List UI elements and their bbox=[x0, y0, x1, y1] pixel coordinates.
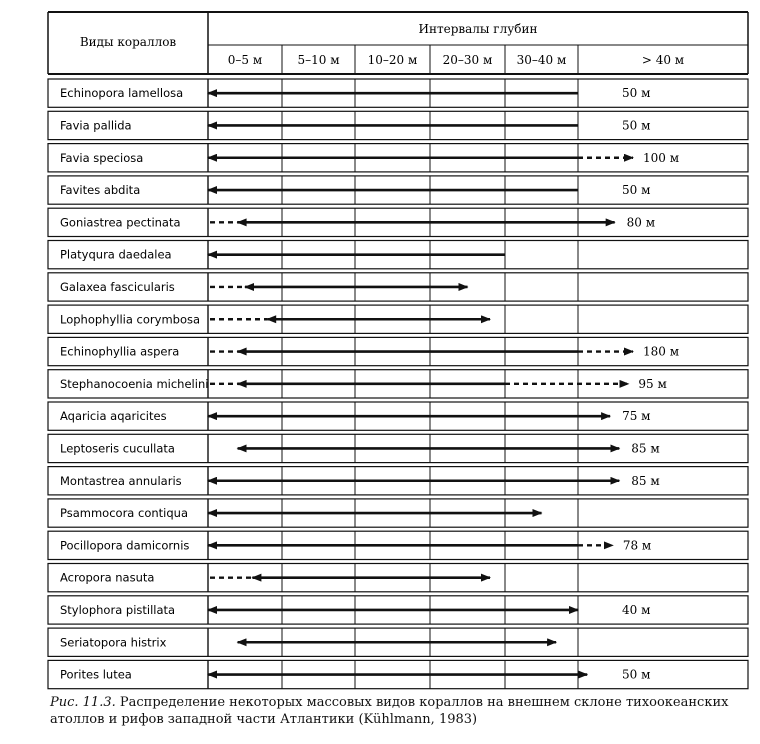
table-row bbox=[48, 434, 748, 462]
range-left-arrowhead bbox=[251, 574, 261, 582]
table-row bbox=[48, 402, 748, 430]
table-row bbox=[48, 660, 748, 688]
max-depth-label: 80 м bbox=[626, 215, 656, 230]
depth-interval-label: 5–10 м bbox=[297, 53, 340, 67]
species-name: Porites lutea bbox=[60, 667, 132, 682]
table-row bbox=[48, 370, 748, 398]
figure-caption bbox=[50, 694, 750, 728]
species-name: Lophophyllia corymbosa bbox=[60, 312, 201, 327]
depth-interval-label: 0–5 м bbox=[227, 53, 263, 67]
max-depth-label: 50 м bbox=[622, 667, 651, 682]
max-depth-label: 50 м bbox=[622, 86, 651, 101]
species-name: Psammocora contiqua bbox=[60, 506, 188, 521]
max-depth-label: 100 м bbox=[643, 150, 680, 165]
species-name: Galaxea fascicularis bbox=[60, 279, 175, 294]
table-row bbox=[48, 596, 748, 624]
table-row bbox=[48, 241, 748, 269]
table-row bbox=[48, 79, 748, 107]
species-name: Favites abdita bbox=[60, 183, 141, 198]
species-name: Stephanocoenia michelini bbox=[60, 376, 209, 391]
intervals-header: Интервалы глубин bbox=[418, 22, 538, 36]
max-depth-label: 85 м bbox=[631, 473, 660, 488]
max-depth-label: 85 м bbox=[631, 441, 660, 456]
max-depth-label: 50 м bbox=[622, 183, 651, 198]
figure-label: Рис. 11.3. bbox=[50, 695, 116, 710]
table-row bbox=[48, 273, 748, 301]
species-name: Leptoseris cucullata bbox=[60, 441, 175, 456]
caption-text: Распределение некоторых массовых видов кораллов на внешнем склоне тихоокеанских атоллов и рифов западной части Атлантики (Kühlmann, 1983) bbox=[50, 695, 729, 727]
max-depth-label: 50 м bbox=[622, 118, 651, 133]
table-row bbox=[48, 531, 748, 559]
depth-interval-label: > 40 м bbox=[641, 53, 685, 67]
species-name: Aqaricia aqaricites bbox=[60, 409, 167, 424]
table-row bbox=[48, 628, 748, 656]
table-row bbox=[48, 111, 748, 139]
range-left-arrowhead bbox=[244, 283, 254, 291]
species-header: Виды кораллов bbox=[79, 35, 177, 49]
max-depth-label: 78 м bbox=[622, 538, 652, 553]
table-row bbox=[48, 144, 748, 172]
species-name: Echinopora lamellosa bbox=[60, 86, 184, 101]
species-name: Montastrea annularis bbox=[60, 473, 182, 488]
species-name: Pocillopora damicornis bbox=[60, 538, 190, 553]
depth-interval-label: 20–30 м bbox=[442, 53, 493, 67]
table-row bbox=[48, 499, 748, 527]
range-left-arrowhead bbox=[237, 380, 247, 388]
max-depth-label: 180 м bbox=[643, 344, 680, 359]
depth-interval-label: 10–20 м bbox=[367, 53, 418, 67]
table-row bbox=[48, 337, 748, 365]
species-name: Seriatopora histrix bbox=[60, 635, 167, 650]
species-name: Favia pallida bbox=[60, 118, 132, 133]
max-depth-label: 40 м bbox=[622, 602, 651, 617]
species-name: Echinophyllia aspera bbox=[60, 344, 180, 359]
max-depth-label: 75 м bbox=[622, 409, 651, 424]
species-name: Goniastrea pectinata bbox=[60, 215, 181, 230]
range-left-arrowhead bbox=[237, 348, 247, 356]
table-row bbox=[48, 467, 748, 495]
max-depth-label: 95 м bbox=[638, 376, 667, 391]
table-row bbox=[48, 564, 748, 592]
depth-interval-label: 30–40 м bbox=[516, 53, 567, 67]
range-left-arrowhead bbox=[237, 218, 247, 226]
species-name: Stylophora pistillata bbox=[60, 602, 176, 617]
table-row bbox=[48, 208, 748, 236]
species-name: Platyqura daedalea bbox=[60, 247, 172, 262]
table-row bbox=[48, 305, 748, 333]
species-name: Acropora nasuta bbox=[60, 570, 155, 585]
species-name: Favia speciosa bbox=[60, 150, 144, 165]
table-row bbox=[48, 176, 748, 204]
range-left-arrowhead bbox=[266, 315, 276, 323]
